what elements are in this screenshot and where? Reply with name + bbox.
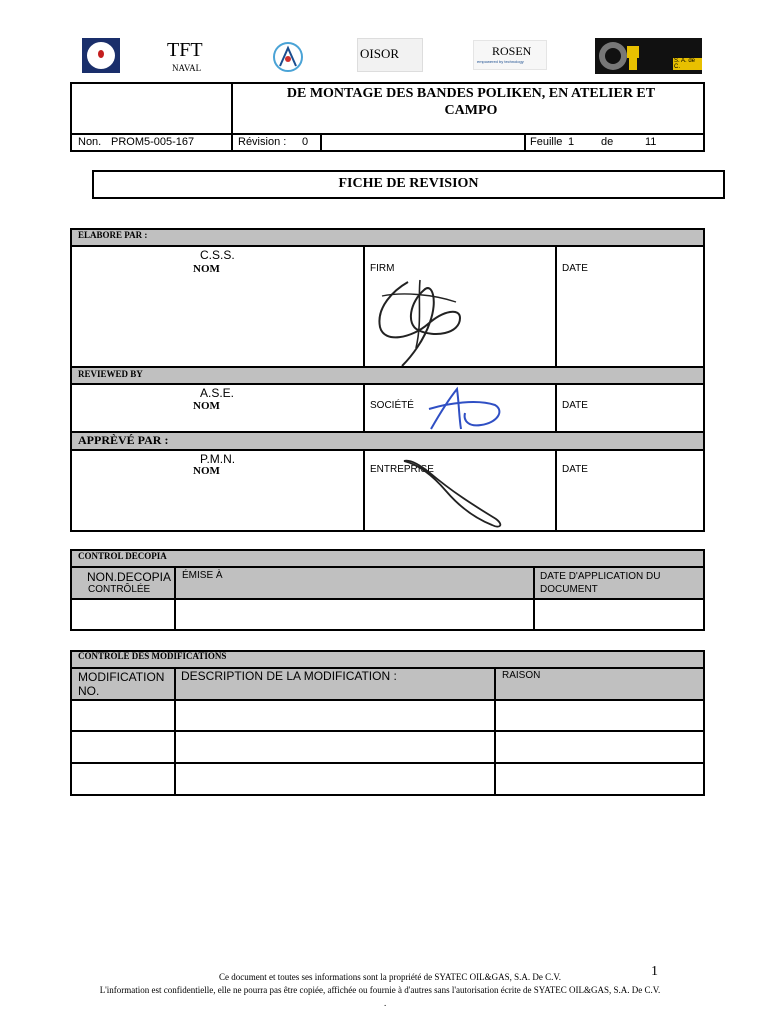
modifs-col2: DESCRIPTION DE LA MODIFICATION :: [181, 669, 397, 683]
reviewed-societe-label: SOCIÉTÉ: [370, 400, 414, 411]
approuve-date-label: DATE: [562, 464, 588, 475]
non-label: Non.: [78, 136, 102, 148]
revision-value: 0: [302, 136, 309, 148]
reviewed-nom-label: NOM: [193, 400, 220, 412]
oisor-logo: OISOR: [357, 38, 423, 72]
footer-dot: .: [384, 998, 387, 1008]
elabore-header: ELABORE PAR :: [78, 230, 148, 240]
reviewed-header-row: [72, 368, 703, 383]
decopia-col1-main: NON.DECOPIA: [87, 570, 172, 584]
reviewed-date-label: DATE: [562, 400, 588, 411]
de-value: 11: [645, 136, 657, 148]
page-number: 1: [651, 964, 658, 979]
elabore-header-row: [72, 230, 703, 245]
elabore-name: C.S.S.: [200, 248, 235, 262]
doc-title: DE MONTAGE DES BANDES POLIKEN, EN ATELIER ET CAMPO: [286, 86, 656, 118]
decopia-col3: DATE D'APPLICATION DU DOCUMENT: [540, 571, 661, 595]
elabore-firm-label: FIRM: [370, 263, 395, 274]
modifs-col1: MODIFICATION NO.: [78, 670, 165, 698]
footer-line-1: Ce document et toutes ses informations sont la propriété de SYATEC OIL&GAS, S.A. De C.V.: [218, 972, 562, 982]
logo-6: S. A. de C.: [595, 38, 702, 74]
approuve-nom-label: NOM: [193, 465, 220, 477]
rosen-logo: ROSEN empowered by technology: [473, 40, 547, 70]
approuve-signature: [400, 455, 510, 531]
tft-logo-title: TFT: [167, 39, 203, 61]
reviewed-signature: [425, 385, 505, 431]
control-decopia-header: CONTROL DECOPIA: [78, 551, 167, 561]
elabore-nom-label: NOM: [193, 263, 220, 275]
reviewed-header: REVIEWED BY: [78, 369, 143, 379]
logo-3: [270, 40, 306, 74]
logo-1: [82, 38, 120, 73]
de-label: de: [601, 136, 614, 148]
feuille-label: Feuille: [530, 136, 563, 148]
decopia-col2: ÉMISE À: [182, 570, 223, 581]
controle-modifs-header: CONTROLE DES MODIFICATIONS: [78, 651, 227, 661]
reviewed-name: A.S.E.: [200, 386, 235, 400]
revision-label: Révision :: [238, 136, 287, 148]
modifs-col3: RAISON: [502, 670, 541, 681]
decopia-col1-sub: CONTRÔLÉE: [88, 584, 151, 595]
footer-line-2: L'information est confidentielle, elle ne pourra pas être copiée, affichée ou fournie à d'autres sans l'autorisation écrite de SYATEC OIL&GAS, S.A. De C.V.: [99, 985, 661, 995]
elabore-date-label: DATE: [562, 263, 588, 274]
tft-logo-sub: NAVAL: [172, 63, 202, 73]
approuve-entreprise-label: ENTREPRISE: [370, 464, 434, 475]
approuve-header: APPRÈVÉ PAR :: [78, 433, 169, 447]
fiche-title: FICHE DE REVISION: [338, 176, 479, 191]
approuve-name: P.M.N.: [200, 452, 236, 466]
elabore-signature: [372, 272, 472, 367]
non-value: PROM5-005-167: [111, 136, 195, 148]
feuille-value: 1: [568, 136, 575, 148]
